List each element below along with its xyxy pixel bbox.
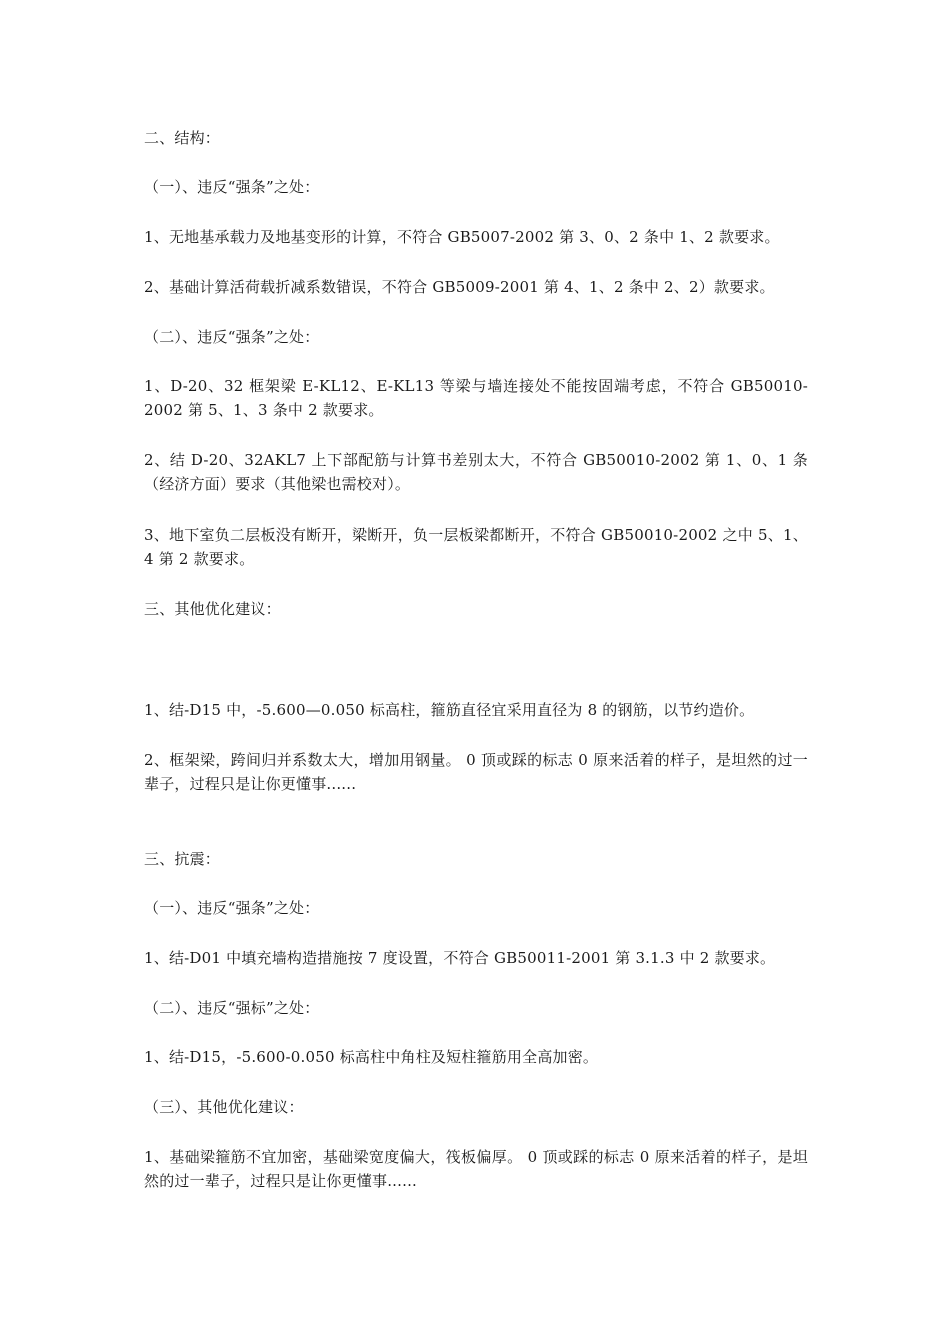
section-heading-optimization: 三、其他优化建议： bbox=[144, 600, 281, 618]
section-heading-structure: 二、结构： bbox=[144, 129, 221, 147]
subsection-heading: （三）、其他优化建议： bbox=[144, 1098, 304, 1116]
list-item: 2、框架梁，跨间归并系数太大，增加用钢量。 0 顶或踩的标志 0 原来活着的样子，是坦然的过一辈子，过程只是让你更懂事...... bbox=[144, 751, 808, 793]
list-item: 1、基础梁箍筋不宜加密，基础梁宽度偏大，筏板偏厚。 0 顶或踩的标志 0 原来活着的样子，是坦然的过一辈子，过程只是让你更懂事...... bbox=[144, 1148, 808, 1190]
list-item: 1、结-D15 中，-5.600—0.050 标高柱，箍筋直径宜采用直径为 8 的钢筋，以节约造价。 bbox=[144, 701, 755, 719]
list-item: 3、地下室负二层板没有断开，梁断开，负一层板梁都断开，不符合 GB50010-2002 之中 5、1、4 第 2 款要求。 bbox=[144, 526, 808, 568]
list-item: 2、结 D-20、32AKL7 上下部配筋与计算书差别太大，不符合 GB50010-2002 第 1、0、1 条（经济方面）要求（其他梁也需校对）。 bbox=[144, 451, 808, 493]
list-item: 1、无地基承载力及地基变形的计算，不符合 GB5007-2002 第 3、0、2 条中 1、2 款要求。 bbox=[144, 228, 780, 246]
subsection-heading: （一）、违反“强条”之处： bbox=[144, 178, 320, 196]
list-item: 1、D-20、32 框架梁 E-KL12、E-KL13 等梁与墙连接处不能按固端考虑，不符合 GB50010-2002 第 5、1、3 条中 2 款要求。 bbox=[144, 377, 808, 419]
subsection-heading: （二）、违反“强标”之处： bbox=[144, 999, 320, 1017]
section-heading-seismic: 三、抗震： bbox=[144, 850, 221, 868]
list-item: 1、结-D15，-5.600-0.050 标高柱中角柱及短柱箍筋用全高加密。 bbox=[144, 1048, 599, 1066]
list-item: 1、结-D01 中填充墙构造措施按 7 度设置，不符合 GB50011-2001 第 3.1.3 中 2 款要求。 bbox=[144, 949, 776, 967]
subsection-heading: （二）、违反“强条”之处： bbox=[144, 328, 320, 346]
list-item: 2、基础计算活荷载折减系数错误，不符合 GB5009-2001 第 4、1、2 条中 2、2）款要求。 bbox=[144, 278, 775, 296]
subsection-heading: （一）、违反“强条”之处： bbox=[144, 899, 320, 917]
